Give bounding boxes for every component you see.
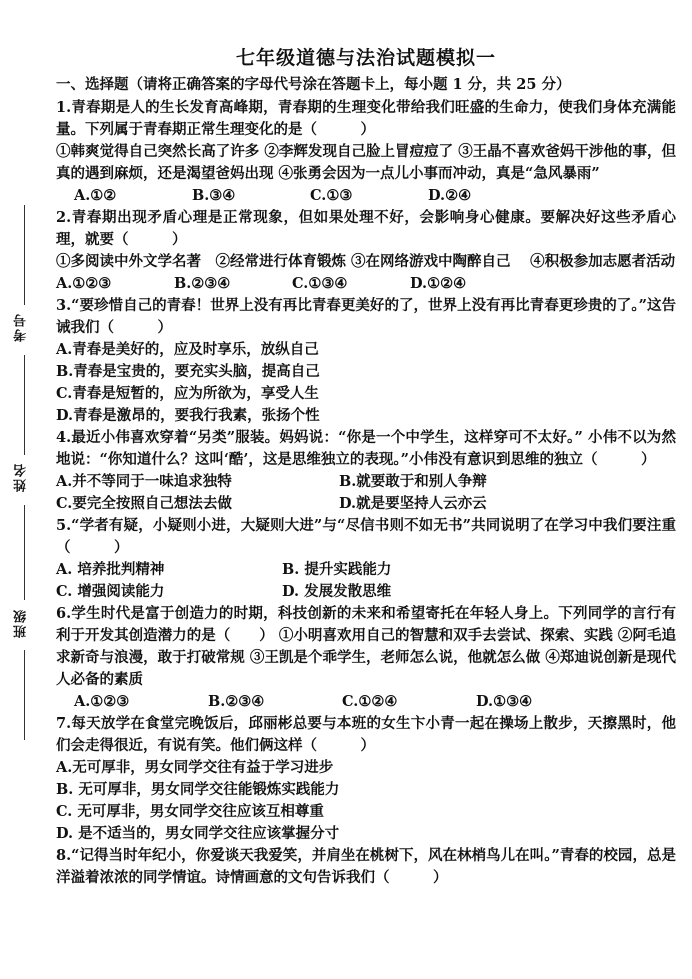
question-4 — [56, 427, 676, 515]
question-stem: 2.青春期出现矛盾心理是正常现象，但如果处理不好，会影响身心健康。要解决好这些矛盾心理，就要（ ） — [56, 209, 676, 248]
option-b[interactable]: B.②③④ — [174, 275, 231, 292]
question-1 — [56, 97, 676, 207]
question-stem: 4.最近小伟喜欢穿着“另类”服装。妈妈说：“你是一个中学生，这样穿可不太好。” 小伟不以为然地说：“你知道什么？这叫‘酷’，这是思维独立的表现。”小伟没有意识到思维的独立（ ） — [56, 429, 676, 468]
option-b[interactable]: B.就要敢于和别人争辩 — [339, 473, 487, 490]
option-b[interactable]: B. 提升实践能力 — [282, 561, 392, 578]
name-label: 姓名 — [14, 462, 29, 492]
binding-line-1 — [24, 205, 25, 305]
option-a[interactable]: A.并不等同于一味追求独特 — [56, 473, 232, 490]
exam-number-label: 考号 — [14, 312, 29, 342]
option-c[interactable]: C.①②④ — [342, 693, 398, 710]
option-a[interactable]: A.无可厚非，男女同学交往有益于学习进步 — [56, 759, 334, 776]
option-c[interactable]: C.①③④ — [292, 275, 348, 292]
option-c[interactable]: C.①③ — [310, 187, 353, 204]
option-d[interactable]: D.①③④ — [476, 693, 533, 710]
question-stem: 6.学生时代是富于创造力的时期，科技创新的未来和希望寄托在年轻人身上。下列同学的言行有利于开发其创造潜力的是（ ） ①小明喜欢用自己的智慧和双手去尝试、探索、实践 ②阿毛追求新奇与浪漫，敢于打破常规 ③王凯是个乖学生，老师怎么说，他就怎么做 ④郑迪说创新是现代人必备的素质 — [56, 605, 676, 688]
option-d[interactable]: D. 发展发散思维 — [282, 583, 392, 600]
binding-line-4 — [24, 650, 25, 740]
class-label: 班级 — [14, 608, 29, 638]
binding-line-3 — [24, 505, 25, 600]
page-title: 七年级道德与法治试题模拟一 — [235, 47, 496, 69]
option-c[interactable]: C.青春是短暂的，应为所欲为，享受人生 — [56, 385, 319, 402]
option-d[interactable]: D.②④ — [428, 187, 472, 204]
option-d[interactable]: D.就是要坚持人云亦云 — [339, 495, 487, 512]
option-b[interactable]: B.青春是宝贵的，要充实头脑，提高自己 — [56, 363, 320, 380]
option-b[interactable]: B.③④ — [192, 187, 236, 204]
question-7 — [56, 713, 676, 845]
question-2 — [56, 207, 676, 295]
option-a[interactable]: A.①②③ — [56, 275, 112, 292]
question-5 — [56, 515, 676, 603]
question-stem: 7.每天放学在食堂完晚饭后，邱丽彬总要与本班的女生卞小青一起在操场上散步，天擦黑时，他们会走得很近，有说有笑。他们俩这样（ ） — [56, 715, 676, 754]
option-d[interactable]: D.青春是激昂的，要我行我素，张扬个性 — [56, 407, 320, 424]
question-6 — [56, 603, 676, 713]
question-3 — [56, 295, 676, 427]
option-b[interactable]: B.②③④ — [208, 693, 265, 710]
question-stem: 1.青春期是人的生长发育高峰期，青春期的生理变化带给我们旺盛的生命力，使我们身体充满能量。下列属于青春期正常生理变化的是（ ） — [56, 99, 676, 138]
option-d[interactable]: D.①②④ — [410, 275, 467, 292]
section-heading: 一、选择题（请将正确答案的字母代号涂在答题卡上，每小题 1 分，共 25 分） — [56, 76, 571, 93]
option-b[interactable]: B. 无可厚非，男女同学交往能锻炼实践能力 — [56, 781, 340, 798]
option-a[interactable]: A.①② — [74, 187, 117, 204]
exam-page — [56, 44, 676, 889]
option-d[interactable]: D. 是不适当的，男女同学交往应该掌握分寸 — [56, 825, 340, 842]
binding-margin — [0, 0, 52, 979]
option-c[interactable]: C. 无可厚非，男女同学交往应该互相尊重 — [56, 803, 324, 820]
option-c[interactable]: C.要完全按照自己想法去做 — [56, 495, 232, 512]
question-stem: 8.“记得当时年纪小，你爱谈天我爱笑，并肩坐在桃树下，风在林梢鸟儿在叫。”青春的校园，总是洋溢着浓浓的同学情谊。诗情画意的文句告诉我们（ ） — [56, 847, 676, 886]
question-statements: ①多阅读中外文学名著 ②经常进行体育锻炼 ③在网络游戏中陶醉自己 ④积极参加志愿者活动 — [56, 253, 676, 270]
question-8 — [56, 845, 676, 889]
binding-line-2 — [24, 355, 25, 455]
option-a[interactable]: A.①②③ — [74, 693, 130, 710]
question-statements: ①韩爽觉得自己突然长高了许多 ②李辉发现自己脸上冒痘痘了 ③王晶不喜欢爸妈干涉他的事，但真的遇到麻烦，还是渴望爸妈出现 ④张勇会因为一点儿小事而冲动，真是“急风暴雨” — [56, 143, 676, 182]
option-a[interactable]: A. 培养批判精神 — [56, 561, 165, 578]
question-stem: 3.“要珍惜自己的青春！世界上没有再比青春更美好的了，世界上没有再比青春更珍贵的了。”这告诫我们（ ） — [56, 297, 676, 336]
question-stem: 5.“学者有疑，小疑则小进，大疑则大进”与“尽信书则不如无书”共同说明了在学习中我们要注重（ ） — [56, 517, 676, 556]
option-c[interactable]: C. 增强阅读能力 — [56, 583, 165, 600]
option-a[interactable]: A.青春是美好的，应及时享乐，放纵自己 — [56, 341, 319, 358]
